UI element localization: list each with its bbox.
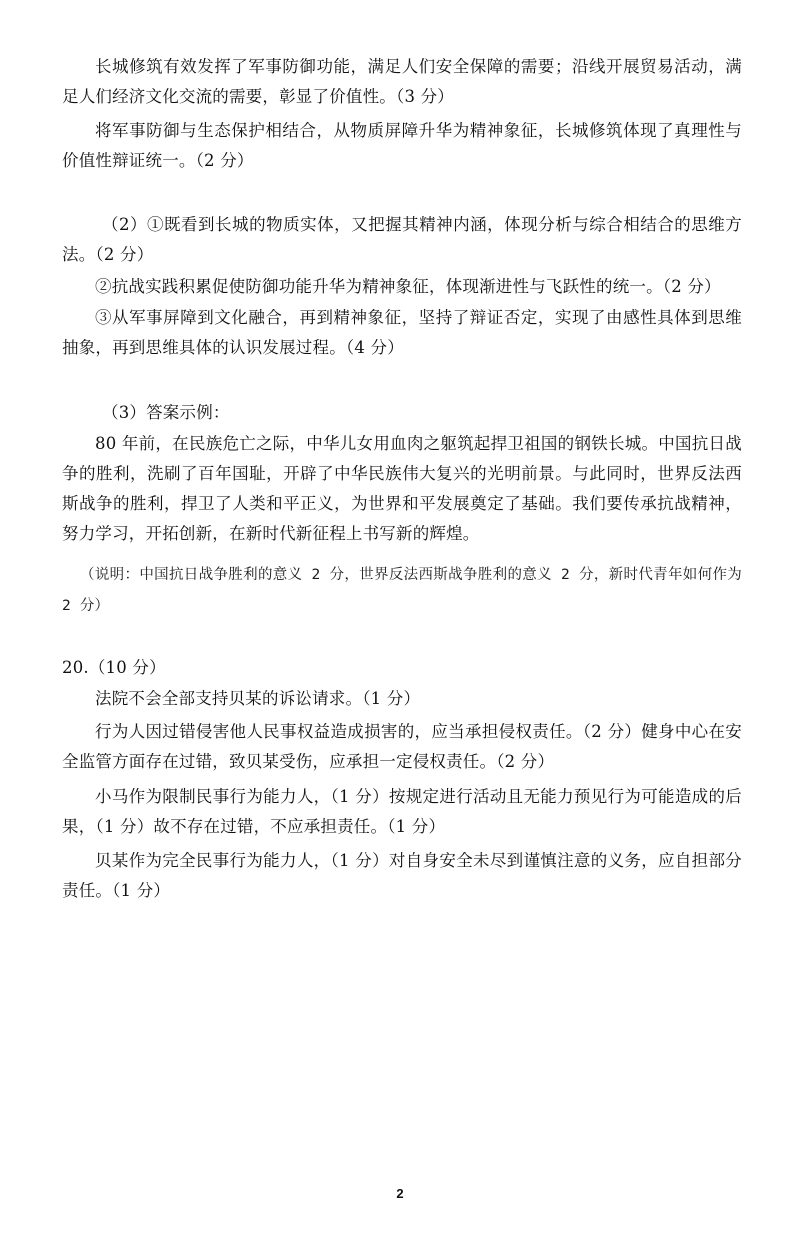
paragraph-answer-2-point-1: （2）①既看到长城的物质实体，又把握其精神内涵，体现分析与综合相结合的思维方法。（2 分） [62, 215, 742, 264]
paragraph-answer-2-point-3: ③从军事屏障到文化融合，再到精神象征，坚持了辩证否定，实现了由感性具体到思维抽象，再到思维具体的认识发展过程。（4 分） [62, 308, 742, 357]
question-20-heading: 20.（10 分） [62, 658, 166, 677]
paragraph-q20-xiaoma: 小马作为限制民事行为能力人，（1 分）按规定进行活动且无能力预见行为可能造成的后果，（1 分）故不存在过错，不应承担责任。（1 分） [62, 787, 742, 836]
paragraph-scoring-note: （说明：中国抗日战争胜利的意义 2 分，世界反法西斯战争胜利的意义 2 分，新时代青年如何作为 2 分） [62, 567, 742, 614]
paragraph-truth-value-unity: 将军事防御与生态保护相结合，从物质屏障升华为精神象征，长城修筑体现了真理性与价值性辩证统一。（2 分） [62, 121, 742, 170]
paragraph-great-wall-value: 长城修筑有效发挥了军事防御功能，满足人们安全保障的需要；沿线开展贸易活动，满足人们经济文化交流的需要，彰显了价值性。（3 分） [62, 57, 742, 106]
paragraph-answer-3-heading: （3）答案示例： [102, 403, 230, 422]
paragraph-q20-fitness-center: 行为人因过错侵害他人民事权益造成损害的，应当承担侵权责任。（2 分）健身中心在安全监管方面存在过错，致贝某受伤，应承担一定侵权责任。（2 分） [62, 722, 742, 771]
paragraph-answer-3-example: 80 年前，在民族危亡之际，中华儿女用血肉之躯筑起捍卫祖国的钢铁长城。中国抗日战争的胜利，洗刷了百年国耻，开辟了中华民族伟大复兴的光明前景。与此同时，世界反法西斯战争的胜利，捍卫了人类和平正义，为世界和平发展奠定了基础。我们要传承抗战精神，努力学习，开拓创新，在新时代新征程上书写新的辉煌。 [62, 434, 742, 543]
paragraph-q20-beimou: 贝某作为完全民事行为能力人，（1 分）对自身安全未尽到谨慎注意的义务，应自担部分责任。（1 分） [62, 851, 742, 900]
page-number: 2 [396, 1186, 404, 1201]
paragraph-q20-conclusion: 法院不会全部支持贝某的诉讼请求。（1 分） [95, 689, 421, 708]
paragraph-answer-2-point-2: ②抗战实践积累促使防御功能升华为精神象征，体现渐进性与飞跃性的统一。（2 分） [95, 277, 721, 296]
